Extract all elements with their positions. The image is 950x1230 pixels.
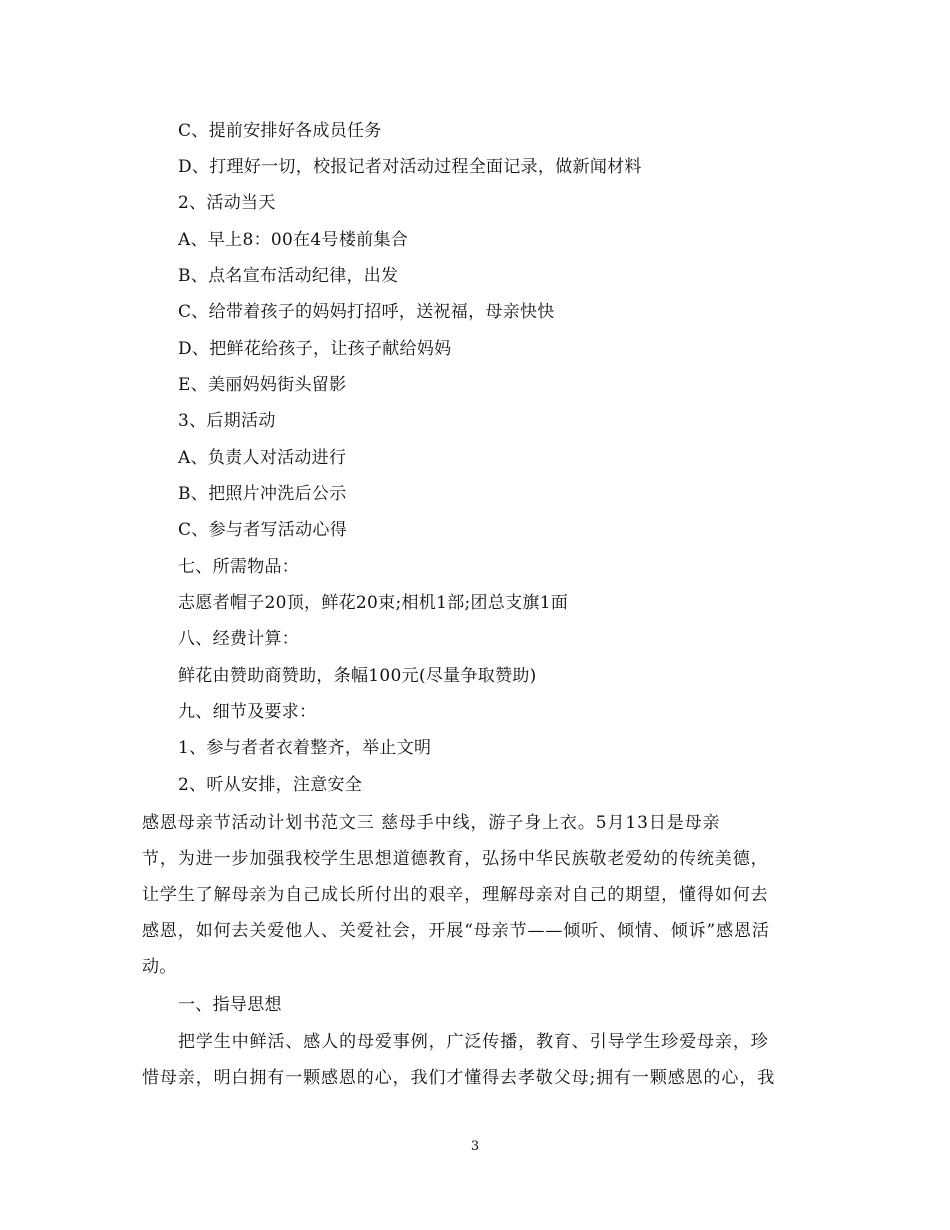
text-line-2: D、打理好一切，校报记者对活动过程全面记录，做新闻材料 — [178, 157, 642, 177]
text-line-12: C、参与者写活动心得 — [178, 520, 348, 540]
text-line-7: D、把鲜花给孩子，让孩子献给妈妈 — [178, 339, 452, 359]
text-line-4: A、早上8：00在4号楼前集合 — [178, 230, 409, 250]
paragraph-line-4: 感恩，如何去关爱他人、关爱社会，开展“母亲节——倾听、倾情、倾诉”感恩活 — [142, 921, 770, 941]
section-heading-guiding-idea: 一、指导思想 — [178, 995, 282, 1015]
text-line-14: 志愿者帽子20顶，鲜花20束;相机1部;团总支旗1面 — [178, 593, 569, 613]
text-line-1: C、提前安排好各成员任务 — [178, 121, 382, 141]
text-line-10: A、负责人对活动进行 — [178, 448, 347, 468]
text-line-11: B、把照片冲洗后公示 — [178, 484, 347, 504]
text-line-8: E、美丽妈妈街头留影 — [178, 375, 347, 395]
paragraph-line-7: 惜母亲，明白拥有一颗感恩的心，我们才懂得去孝敬父母;拥有一颗感恩的心，我 — [142, 1068, 776, 1088]
paragraph-line-6: 把学生中鲜活、感人的母爱事例，广泛传播，教育、引导学生珍爱母亲，珍 — [178, 1032, 769, 1052]
paragraph-line-5: 动。 — [142, 957, 177, 977]
text-line-16: 鲜花由赞助商赞助，条幅100元(尽量争取赞助) — [178, 666, 537, 686]
section-heading-budget: 八、经费计算： — [178, 629, 300, 649]
text-line-3: 2、活动当天 — [178, 193, 276, 213]
text-line-9: 3、后期活动 — [178, 411, 276, 431]
text-line-18: 1、参与者者衣着整齐，举止文明 — [178, 738, 432, 758]
section-heading-details: 九、细节及要求： — [178, 702, 317, 722]
text-line-19: 2、听从安排，注意安全 — [178, 775, 363, 795]
paragraph-line-2: 节，为进一步加强我校学生思想道德教育，弘扬中华民族敬老爱幼的传统美德， — [142, 849, 769, 869]
paragraph-line-3: 让学生了解母亲为自己成长所付出的艰辛，理解母亲对自己的期望，懂得如何去 — [142, 885, 769, 905]
page-number: 3 — [470, 1139, 480, 1154]
section-heading-supplies: 七、所需物品： — [178, 557, 300, 577]
paragraph-line-1: 感恩母亲节活动计划书范文三 慈母手中线，游子身上衣。5月13日是母亲 — [142, 813, 721, 833]
text-line-5: B、点名宣布活动纪律，出发 — [178, 266, 399, 286]
text-line-6: C、给带着孩子的妈妈打招呼，送祝福，母亲快快 — [178, 302, 555, 322]
